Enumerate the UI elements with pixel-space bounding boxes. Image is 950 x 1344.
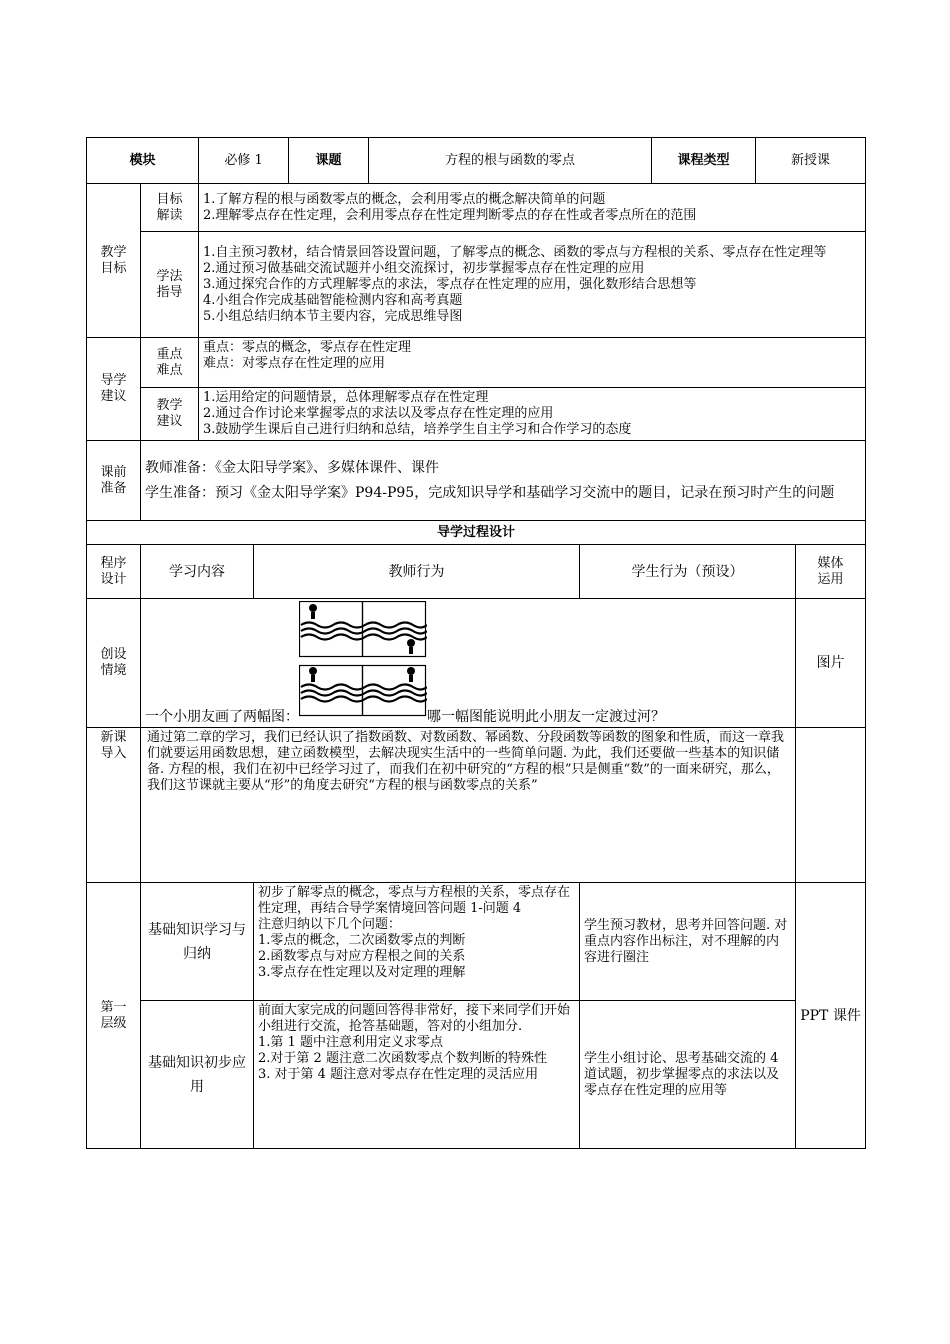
method-line: 1.自主预习教材，结合情景回答设置问题，了解零点的概念、函数的零点与方程根的关系、零点存在性定理等 [203, 244, 827, 260]
process-header-row [87, 545, 866, 599]
type-value: 新授课 [756, 138, 866, 184]
method-line: 2.通过预习做基础交流试题并小组交流探讨，初步掌握零点存在性定理的应用 [203, 260, 645, 276]
level1-row-1 [87, 883, 866, 1001]
method-row [87, 232, 866, 338]
teacher-line: 3. 对于第 4 题注意对零点存在性定理的灵活应用 [258, 1067, 539, 1082]
prep-row [87, 441, 866, 521]
level1-row-2 [87, 1001, 866, 1149]
col-header-teacher: 教师行为 [254, 545, 580, 599]
process-title: 导学过程设计 [87, 521, 866, 545]
method-content [199, 232, 866, 338]
col-header-media: 媒体运用 [796, 545, 866, 599]
key-row [87, 338, 866, 388]
process-title-row [87, 521, 866, 545]
prep-teacher: 教师准备：《金太阳导学案》、多媒体课件、课件 [145, 459, 439, 476]
module-label: 模块 [87, 138, 199, 184]
lesson-plan-document [86, 137, 865, 1149]
scene-text-before: 一个小朋友画了两幅图： [145, 709, 299, 725]
teacher-line: 初步了解零点的概念，零点与方程根的关系，零点存在性定理，再结合导学案情境回答问题 1-问题 4 [258, 885, 571, 916]
river-waves-top [301, 623, 427, 640]
key-line: 重点：零点的概念，零点存在性定理 [203, 340, 412, 355]
scene-text-after: 哪一幅图能说明此小朋友一定渡过河？ [427, 709, 665, 725]
header-row [87, 138, 866, 184]
scene-label: 创设情境 [87, 599, 141, 728]
river-waves-bottom [301, 685, 427, 702]
method-line: 5.小组总结归纳本节主要内容，完成思维导图 [203, 308, 463, 324]
scene-row [87, 599, 866, 728]
prep-label: 课前准备 [87, 441, 141, 521]
teach-line: 2.通过合作讨论来掌握零点的求法以及零点存在性定理的应用 [203, 406, 554, 421]
level1-label: 第一层级 [87, 883, 141, 1149]
intro-row [87, 728, 866, 883]
level1-teacher-1 [254, 883, 580, 1001]
method-label: 学法指导 [141, 232, 199, 338]
teacher-line: 1.零点的概念，二次函数零点的判断 [258, 933, 466, 948]
key-line: 难点：对零点存在性定理的应用 [203, 356, 386, 371]
teach-line: 3.鼓励学生课后自己进行归纳和总结，培养学生自主学习和合作学习的态度 [203, 422, 632, 437]
lesson-info-table [86, 137, 866, 521]
prep-student: 学生准备：预习《金太阳导学案》P94-P95，完成知识导学和基础学习交流中的题目，记录在预习时产生的问题 [145, 484, 835, 501]
process-table [86, 520, 866, 1149]
module-value: 必修 1 [199, 138, 289, 184]
prep-content [141, 441, 866, 521]
river-crossing-drawing [299, 601, 427, 721]
target-line: 2.理解零点存在性定理，会利用零点存在性定理判断零点的存在性或者零点所在的范围 [203, 207, 697, 223]
level1-teacher-2 [254, 1001, 580, 1149]
target-row [87, 184, 866, 232]
target-content [199, 184, 866, 232]
level1-student-2: 学生小组讨论、思考基础交流的 4 道试题，初步掌握零点的求法以及零点存在性定理的应用等 [580, 1001, 796, 1149]
method-line: 4.小组合作完成基础智能检测内容和高考真题 [203, 292, 463, 308]
type-label: 课程类型 [652, 138, 756, 184]
intro-label: 新课导入 [87, 728, 141, 883]
topic-label: 课题 [289, 138, 369, 184]
col-header-student: 学生行为（预设） [580, 545, 796, 599]
teacher-line: 2.对于第 2 题注意二次函数零点个数判断的特殊性 [258, 1051, 547, 1066]
teacher-line: 1.第 1 题中注意利用定义求零点 [258, 1035, 443, 1050]
advice-section-label: 导学建议 [87, 338, 141, 441]
key-content [199, 338, 866, 388]
teacher-line: 3.零点存在性定理以及对定理的理解 [258, 965, 466, 980]
teach-line: 1.运用给定的问题情景，总体理解零点存在性定理 [203, 390, 489, 405]
teacher-line: 注意归纳以下几个问题： [258, 917, 402, 932]
col-header-program: 程序设计 [87, 545, 141, 599]
key-label: 重点难点 [141, 338, 199, 388]
level1-content-2: 基础知识初步应用 [141, 1001, 254, 1149]
topic-value: 方程的根与函数的零点 [369, 138, 652, 184]
level1-content-1: 基础知识学习与归纳 [141, 883, 254, 1001]
teach-row [87, 388, 866, 441]
teach-content [199, 388, 866, 441]
method-line: 3.通过探究合作的方式理解零点的求法，零点存在性定理的应用，强化数形结合思想等 [203, 276, 697, 292]
teacher-line: 前面大家完成的问题回答得非常好，接下来同学们开始小组进行交流，抢答基础题，答对的小组加分. [258, 1003, 571, 1034]
target-label: 目标解读 [141, 184, 199, 232]
teacher-line: 2.函数零点与对应方程根之间的关系 [258, 949, 466, 964]
intro-media [796, 728, 866, 883]
target-line: 1.了解方程的根与函数零点的概念，会利用零点的概念解决简单的问题 [203, 191, 606, 207]
col-header-content: 学习内容 [141, 545, 254, 599]
scene-media: 图片 [796, 599, 866, 728]
level1-student-1: 学生预习教材，思考并回答问题. 对重点内容作出标注，对不理解的内容进行圈注 [580, 883, 796, 1001]
scene-content [141, 599, 796, 728]
intro-content: 通过第二章的学习，我们已经认识了指数函数、对数函数、幂函数、分段函数等函数的图象和性质，而这一章我们就要运用函数思想，建立函数模型，去解决现实生活中的一些简单问题. 为此，我们还要做一些基本的知识储备. 方程的根，我们在初中已经学习过了，而我们在初中研究的“方程的根”只是侧重“数”的一面来研究，那么，我们这节课就主要从“形”的角度去研究“方程的根与函数零点的关系” [141, 728, 796, 883]
goals-section-label: 教学目标 [87, 184, 141, 338]
river-crossing-pictures [299, 601, 427, 725]
level1-media: PPT 课件 [796, 883, 866, 1149]
teach-label: 教学建议 [141, 388, 199, 441]
